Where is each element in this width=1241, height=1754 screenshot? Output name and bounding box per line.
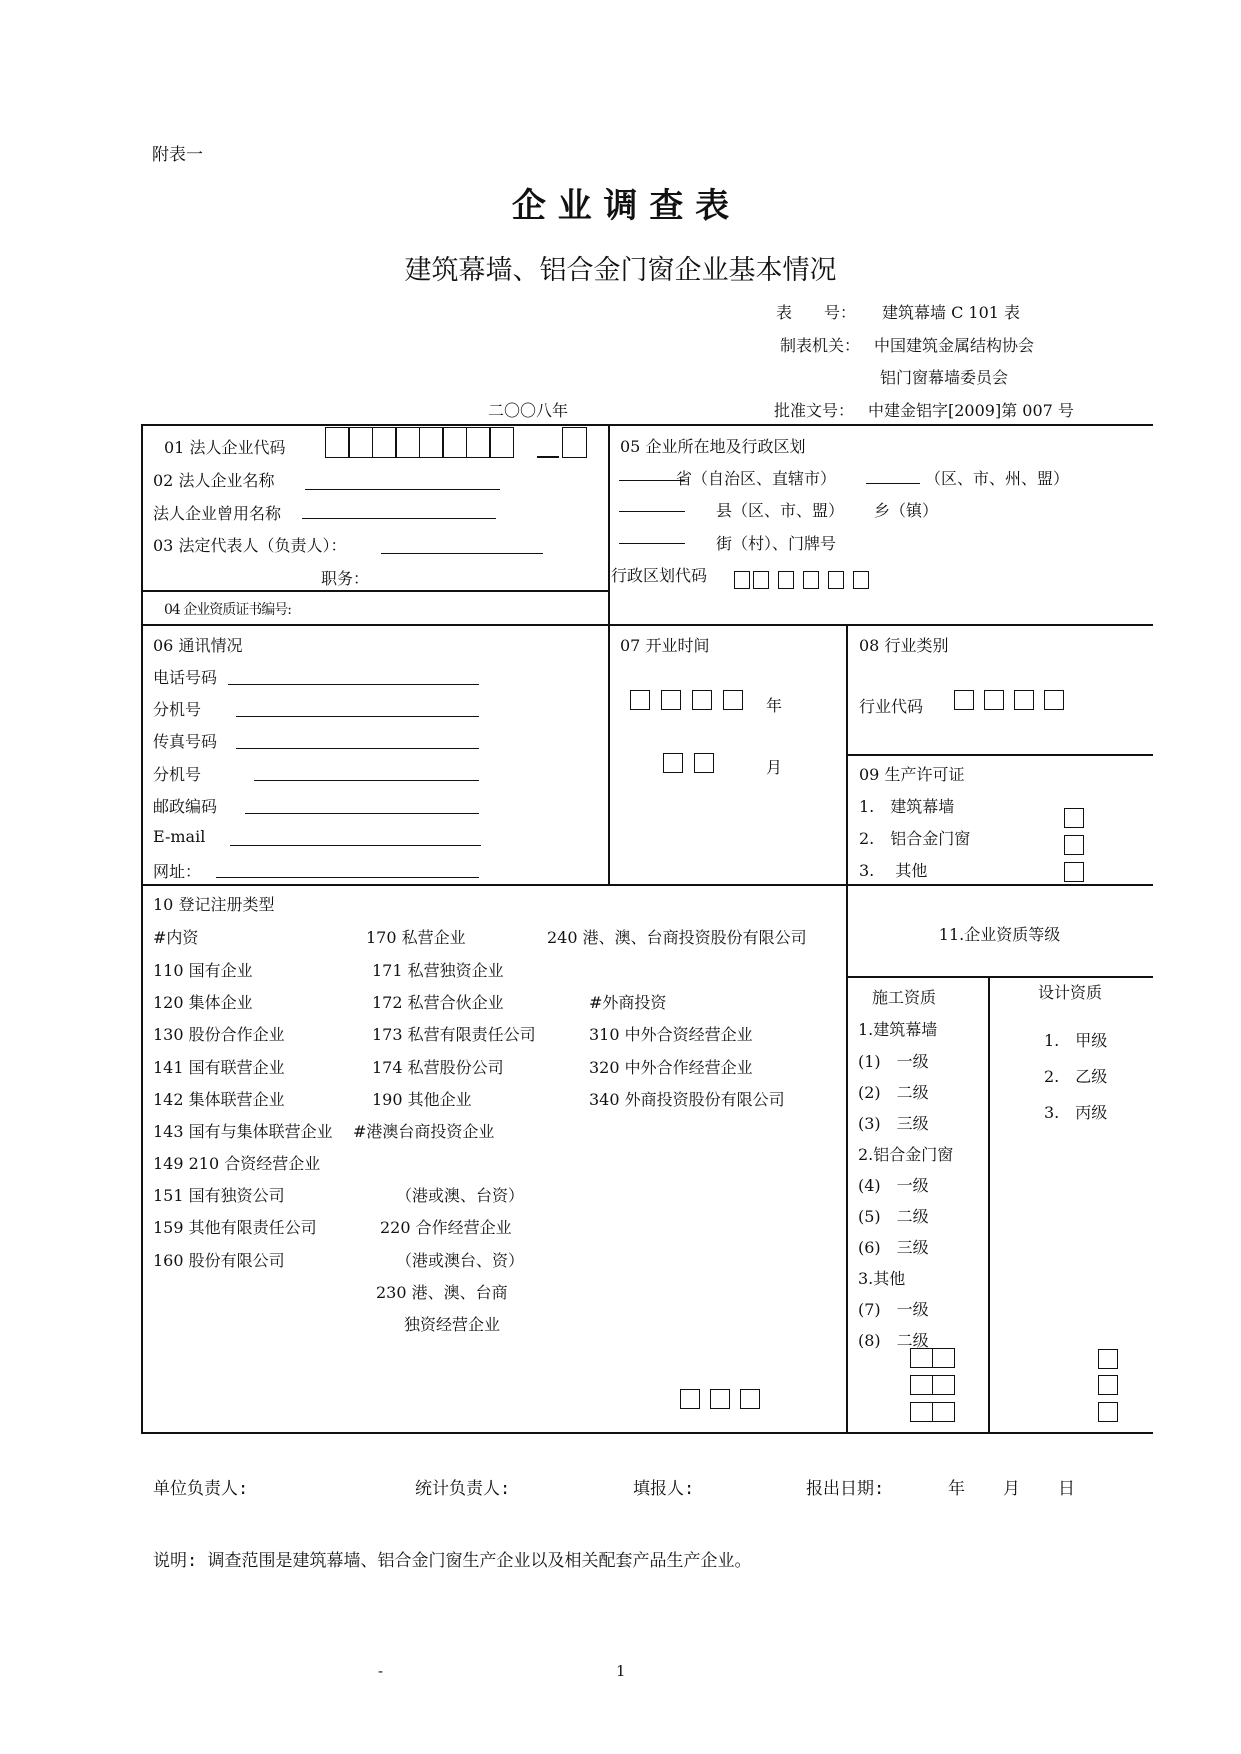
row1-bottom-rule [141,624,1153,626]
industry-title: 08 行业类别 [859,636,949,655]
industry-code-boxes[interactable] [954,689,1073,710]
ext1-field[interactable] [236,716,479,717]
reg-col2-item: 170 私营企业 [366,928,466,947]
enterprise-code-cells[interactable] [326,427,514,458]
industry-code-label: 行业代码 [859,697,924,716]
town-label: 乡（镇） [874,501,939,520]
street-label: 街（村）、门牌号 [716,534,837,553]
construction-grade-item: 2.铝合金门窗 [858,1145,954,1164]
page-title: 企 业 调 查 表 [511,186,730,226]
open-month-boxes[interactable] [663,752,723,773]
reg-col1-item: 160 股份有限公司 [153,1251,285,1270]
maker-line1: 中国建筑金属结构协会 [874,336,1035,355]
page-subtitle: 建筑幕墙、铝合金门窗企业基本情况 [404,255,837,286]
ext2-field[interactable] [254,780,479,781]
reg-col2-item: 173 私营有限责任公司 [372,1025,536,1044]
grade-title: 11.企业资质等级 [938,925,1061,944]
grade-header-rule [846,976,1153,978]
fax-label: 传真号码 [153,732,218,751]
open-year-label: 年 [766,696,783,715]
appendix-label: 附表一 [152,145,203,165]
reg-col1-item: 120 集体企业 [153,993,253,1012]
stat-head-label: 统计负责人: [415,1479,511,1499]
code-dash [537,456,559,458]
construction-grade-item: (5) 二级 [858,1207,929,1226]
industry-license-rule [846,754,1153,756]
maker-label: 制表机关： [780,336,861,355]
license-item-other: 3. 其他 [859,861,928,880]
enterprise-name-label: 02 法人企业名称 [153,471,275,490]
former-name-label: 法人企业曾用名称 [153,504,282,523]
reg-col1-item: 143 国有与集体联营企业 [153,1122,333,1141]
reg-col1-item: 159 其他有限责任公司 [153,1218,317,1237]
construction-grade-title: 施工资质 [872,988,937,1007]
reg-col1-item: 110 国有企业 [153,961,253,980]
ext2-label: 分机号 [153,765,202,784]
approval-no: 中建金铝字[2009]第 007 号 [868,401,1074,420]
enterprise-code-label: 01 法人企业代码 [164,438,286,457]
report-day-label: 日 [1058,1479,1075,1499]
reg-col3-top: 240 港、澳、台商投资股份有限公司 [547,928,807,947]
approval-label: 批准文号： [774,401,855,420]
web-field[interactable] [216,877,479,878]
reg-col2-item: （港或澳、台资） [372,1186,525,1205]
table-bottom-rule [141,1432,1153,1434]
county-field[interactable] [619,511,685,512]
open-date-title: 07 开业时间 [620,636,710,655]
location-title: 05 企业所在地及行政区划 [620,437,806,456]
fax-field[interactable] [236,748,479,749]
construction-grade-item: (4) 一级 [858,1176,929,1195]
construction-grade-item: (2) 二级 [858,1083,929,1102]
divider-right [846,624,848,1433]
license-title: 09 生产许可证 [859,765,965,784]
reg-col3-item: 310 中外合资经营企业 [589,1025,753,1044]
unit-head-label: 单位负责人: [153,1479,249,1499]
reg-col2-item: 172 私营合伙企业 [372,993,504,1012]
reg-col2-item: 220 合作经营企业 [380,1218,512,1237]
license-item-aluminum-window: 2. 铝合金门窗 [859,829,971,848]
report-month-label: 月 [1003,1479,1020,1499]
cert-rule [141,590,608,592]
email-field[interactable] [230,845,481,846]
form-no-label: 表 号： [776,303,857,322]
construction-grade-item: 1.建筑幕墙 [858,1020,938,1039]
email-label: E-mail [153,827,206,846]
page-dash: - [378,1662,384,1680]
street-field[interactable] [619,543,685,544]
web-label: 网址： [153,862,202,881]
filler-label: 填报人: [633,1479,695,1499]
form-no: 建筑幕墙 C 101 表 [882,303,1021,322]
maker-line2: 铝门窗幕墙委员会 [880,368,1009,387]
construction-grade-item: (1) 一级 [858,1052,929,1071]
reg-col2-item: （港或澳台、资） [372,1251,525,1270]
reg-col1-item: 142 集体联营企业 [153,1090,285,1109]
reg-type-title: 10 登记注册类型 [153,895,275,914]
reg-col2-item: 174 私营股份公司 [372,1058,504,1077]
report-year-label: 年 [948,1479,965,1499]
license-checkbox-1[interactable] [1064,808,1084,828]
footnote: 说明: 调查范围是建筑幕墙、铝合金门窗生产企业以及相关配套产品生产企业。 [153,1551,752,1571]
zip-field[interactable] [245,813,479,814]
form-year: 二〇〇八年 [488,401,569,420]
enterprise-name-field[interactable] [305,489,500,490]
legal-rep-label: 03 法定代表人（负责人）： [153,536,347,555]
cert-no-label: 04 企业资质证书编号: [164,602,291,618]
divider-mid [608,424,610,885]
legal-rep-field[interactable] [381,553,543,554]
city-field[interactable] [866,483,920,484]
reg-col1-item: 141 国有联营企业 [153,1058,285,1077]
design-grade-title: 设计资质 [1038,983,1103,1002]
reg-col1-item: 151 国有独资公司 [153,1186,285,1205]
position-label: 职务： [321,569,370,588]
construction-grade-boxes[interactable] [910,1348,955,1422]
license-item-curtain-wall: 1. 建筑幕墙 [859,797,955,816]
admin-code-boxes[interactable] [734,569,878,589]
reg-col3-item: #外商投资 [589,993,667,1012]
reg-col2-item: 独资经营企业 [372,1315,501,1334]
district-label: （区、市、州、盟） [925,469,1070,488]
construction-grade-item: (7) 一级 [858,1300,929,1319]
province-label: 省（自治区、直辖市） [676,469,837,488]
grade-column-rule [988,976,990,1433]
report-date-label: 报出日期: [806,1479,885,1499]
license-checkbox-3[interactable] [1064,862,1084,882]
former-name-field[interactable] [302,518,496,519]
table-top-rule [141,424,1153,426]
open-month-label: 月 [766,758,783,777]
reg-col1-item: #内资 [153,928,199,947]
construction-grade-item: (3) 三级 [858,1114,929,1133]
phone-label: 电话号码 [153,668,218,687]
table-left-rule [141,424,143,1433]
reg-col2-item: 190 其他企业 [372,1090,472,1109]
reg-col2-item: 230 港、澳、台商 [376,1283,508,1302]
page-number: 1 [616,1662,626,1680]
reg-col2-item: #港澳台商投资企业 [353,1122,495,1141]
construction-grade-item: 3.其他 [858,1269,906,1288]
design-grade-item: 3. 丙级 [1044,1103,1108,1122]
construction-grade-item: (8) 二级 [858,1331,929,1350]
admin-code-label: 行政区划代码 [611,566,708,585]
zip-label: 邮政编码 [153,797,218,816]
reg-col2-item: 171 私营独资企业 [372,961,504,980]
reg-col3-item: 340 外商投资股份有限公司 [589,1090,785,1109]
reg-type-code-boxes[interactable] [680,1388,769,1409]
phone-field[interactable] [228,684,479,685]
comm-title: 06 通讯情况 [153,636,243,655]
design-grade-item: 1. 甲级 [1044,1031,1108,1050]
reg-col1-item: 149 210 合资经营企业 [153,1154,321,1173]
county-label: 县（区、市、盟） [716,501,845,520]
design-grade-item: 2. 乙级 [1044,1067,1108,1086]
enterprise-check-cell[interactable] [563,427,587,458]
reg-col1-item: 130 股份合作企业 [153,1025,285,1044]
open-year-boxes[interactable] [630,689,754,710]
reg-col3-item: 320 中外合作经营企业 [589,1058,753,1077]
design-grade-boxes[interactable] [1098,1348,1118,1422]
row2-bottom-rule [141,884,1153,886]
ext1-label: 分机号 [153,700,202,719]
license-checkbox-2[interactable] [1064,835,1084,855]
construction-grade-item: (6) 三级 [858,1238,929,1257]
